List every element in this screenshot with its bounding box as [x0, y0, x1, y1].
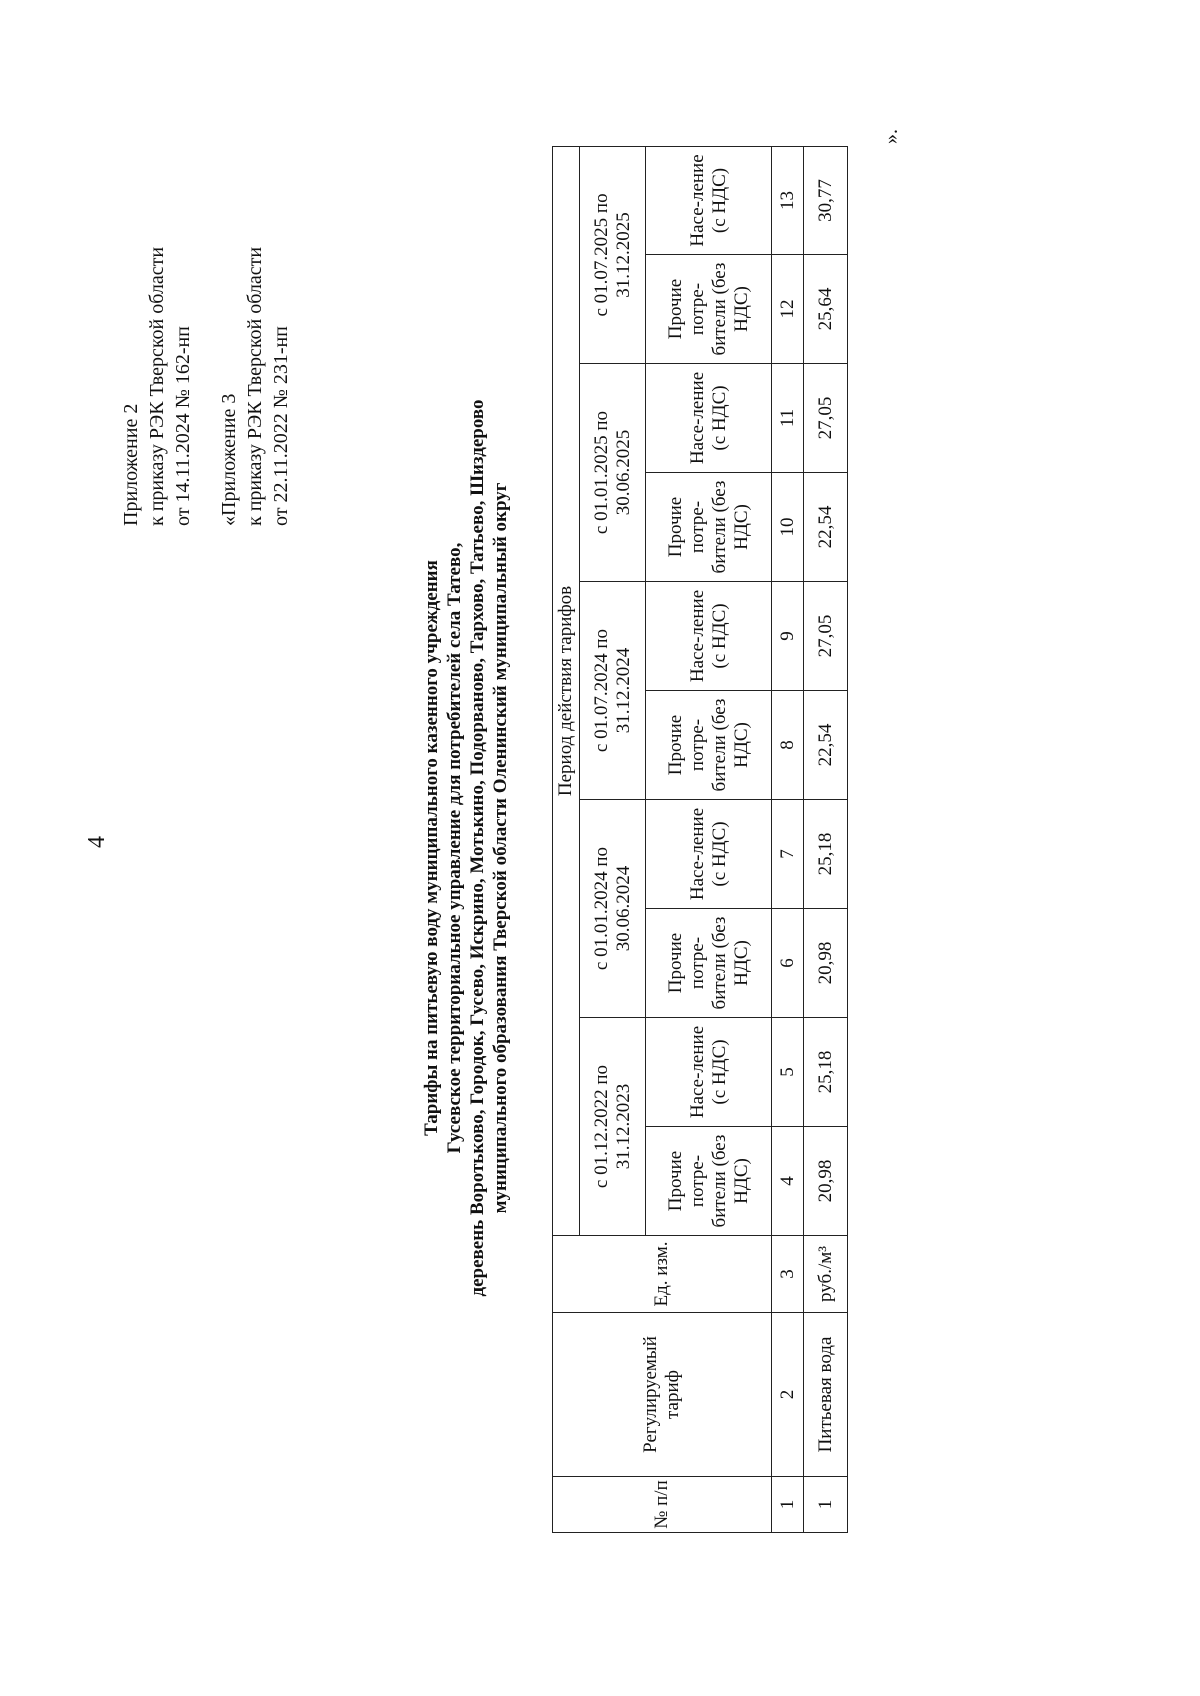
- column-number: 2: [772, 1313, 804, 1477]
- column-number: 8: [772, 691, 804, 800]
- header-other-consumers: Прочие потре-бители (без НДС): [646, 255, 772, 364]
- column-number: 7: [772, 800, 804, 909]
- title-line: Тарифы на питьевую воду муниципального казенного учреждения: [421, 560, 442, 1136]
- header-tariff-period: Период действия тарифов: [553, 146, 580, 1235]
- column-number-row: [772, 146, 804, 1532]
- appendix-line: от 14.11.2024 № 162-нп: [172, 326, 194, 526]
- tariff-value: 27,05: [804, 364, 848, 473]
- header-period-1: с 01.12.2022 по 31.12.2023: [580, 1018, 646, 1236]
- tariff-table: [552, 146, 848, 1533]
- header-population: Насе-ление (с НДС): [646, 800, 772, 909]
- appendix-line: к приказу РЭК Тверской области: [244, 246, 266, 526]
- header-unit: Ед. изм.: [553, 1236, 772, 1313]
- header-other-consumers: Прочие потре-бители (без НДС): [646, 909, 772, 1018]
- column-number: 10: [772, 473, 804, 582]
- tariff-value: 20,98: [804, 1127, 848, 1236]
- appendix-line: Приложение 2: [120, 403, 142, 526]
- row-number: 1: [804, 1477, 848, 1533]
- column-number: 11: [772, 364, 804, 473]
- tariff-value: 22,54: [804, 691, 848, 800]
- column-number: 4: [772, 1127, 804, 1236]
- header-other-consumers: Прочие потре-бители (без НДС): [646, 473, 772, 582]
- title-line: Гусевское территориальное управление для потребителей села Татево,: [444, 542, 465, 1154]
- header-regulated-tariff: Регулируемый тариф: [553, 1313, 772, 1477]
- header-row-number: № п/п: [553, 1477, 772, 1533]
- tariff-value: 20,98: [804, 909, 848, 1018]
- header-population: Насе-ление (с НДС): [646, 364, 772, 473]
- table-row: [804, 146, 848, 1532]
- column-number: 12: [772, 255, 804, 364]
- tariff-value: 25,64: [804, 255, 848, 364]
- tariff-value: 25,18: [804, 1018, 848, 1127]
- appendix-line: «Приложение 3: [218, 393, 240, 526]
- row-tariff-name: Питьевая вода: [804, 1313, 848, 1477]
- row-unit: руб./м³: [804, 1236, 848, 1313]
- page-number: 4: [84, 836, 110, 848]
- column-number: 3: [772, 1236, 804, 1313]
- header-population: Насе-ление (с НДС): [646, 1018, 772, 1127]
- appendix-line: от 22.11.2022 № 231-нп: [270, 326, 292, 526]
- header-population: Насе-ление (с НДС): [646, 146, 772, 254]
- appendix-reference-old: [216, 247, 294, 526]
- title-line: муниципального образования Тверской области Оленинский муниципальный округ: [490, 482, 511, 1214]
- tariff-value: 27,05: [804, 582, 848, 691]
- column-number: 1: [772, 1477, 804, 1533]
- column-number: 5: [772, 1018, 804, 1127]
- header-other-consumers: Прочие потре-бители (без НДС): [646, 691, 772, 800]
- title-line: деревень Воротьково, Городок, Гусево, Искрино, Мотькино, Подорваново, Тархово, Татьево, Шиздерово: [467, 399, 488, 1297]
- appendix-reference-new: [118, 247, 196, 526]
- closing-quote: ».: [880, 129, 902, 144]
- column-number: 13: [772, 146, 804, 254]
- column-number: 9: [772, 582, 804, 691]
- appendix-line: к приказу РЭК Тверской области: [146, 246, 168, 526]
- column-number: 6: [772, 909, 804, 1018]
- header-period-3: с 01.07.2024 по 31.12.2024: [580, 582, 646, 800]
- tariff-value: 30,77: [804, 146, 848, 254]
- tariff-value: 22,54: [804, 473, 848, 582]
- document-title: [420, 0, 512, 1696]
- header-period-4: с 01.01.2025 по 30.06.2025: [580, 364, 646, 582]
- header-period-5: с 01.07.2025 по 31.12.2025: [580, 146, 646, 363]
- header-other-consumers: Прочие потре-бители (без НДС): [646, 1127, 772, 1236]
- header-period-2: с 01.01.2024 по 30.06.2024: [580, 800, 646, 1018]
- tariff-value: 25,18: [804, 800, 848, 909]
- header-population: Насе-ление (с НДС): [646, 582, 772, 691]
